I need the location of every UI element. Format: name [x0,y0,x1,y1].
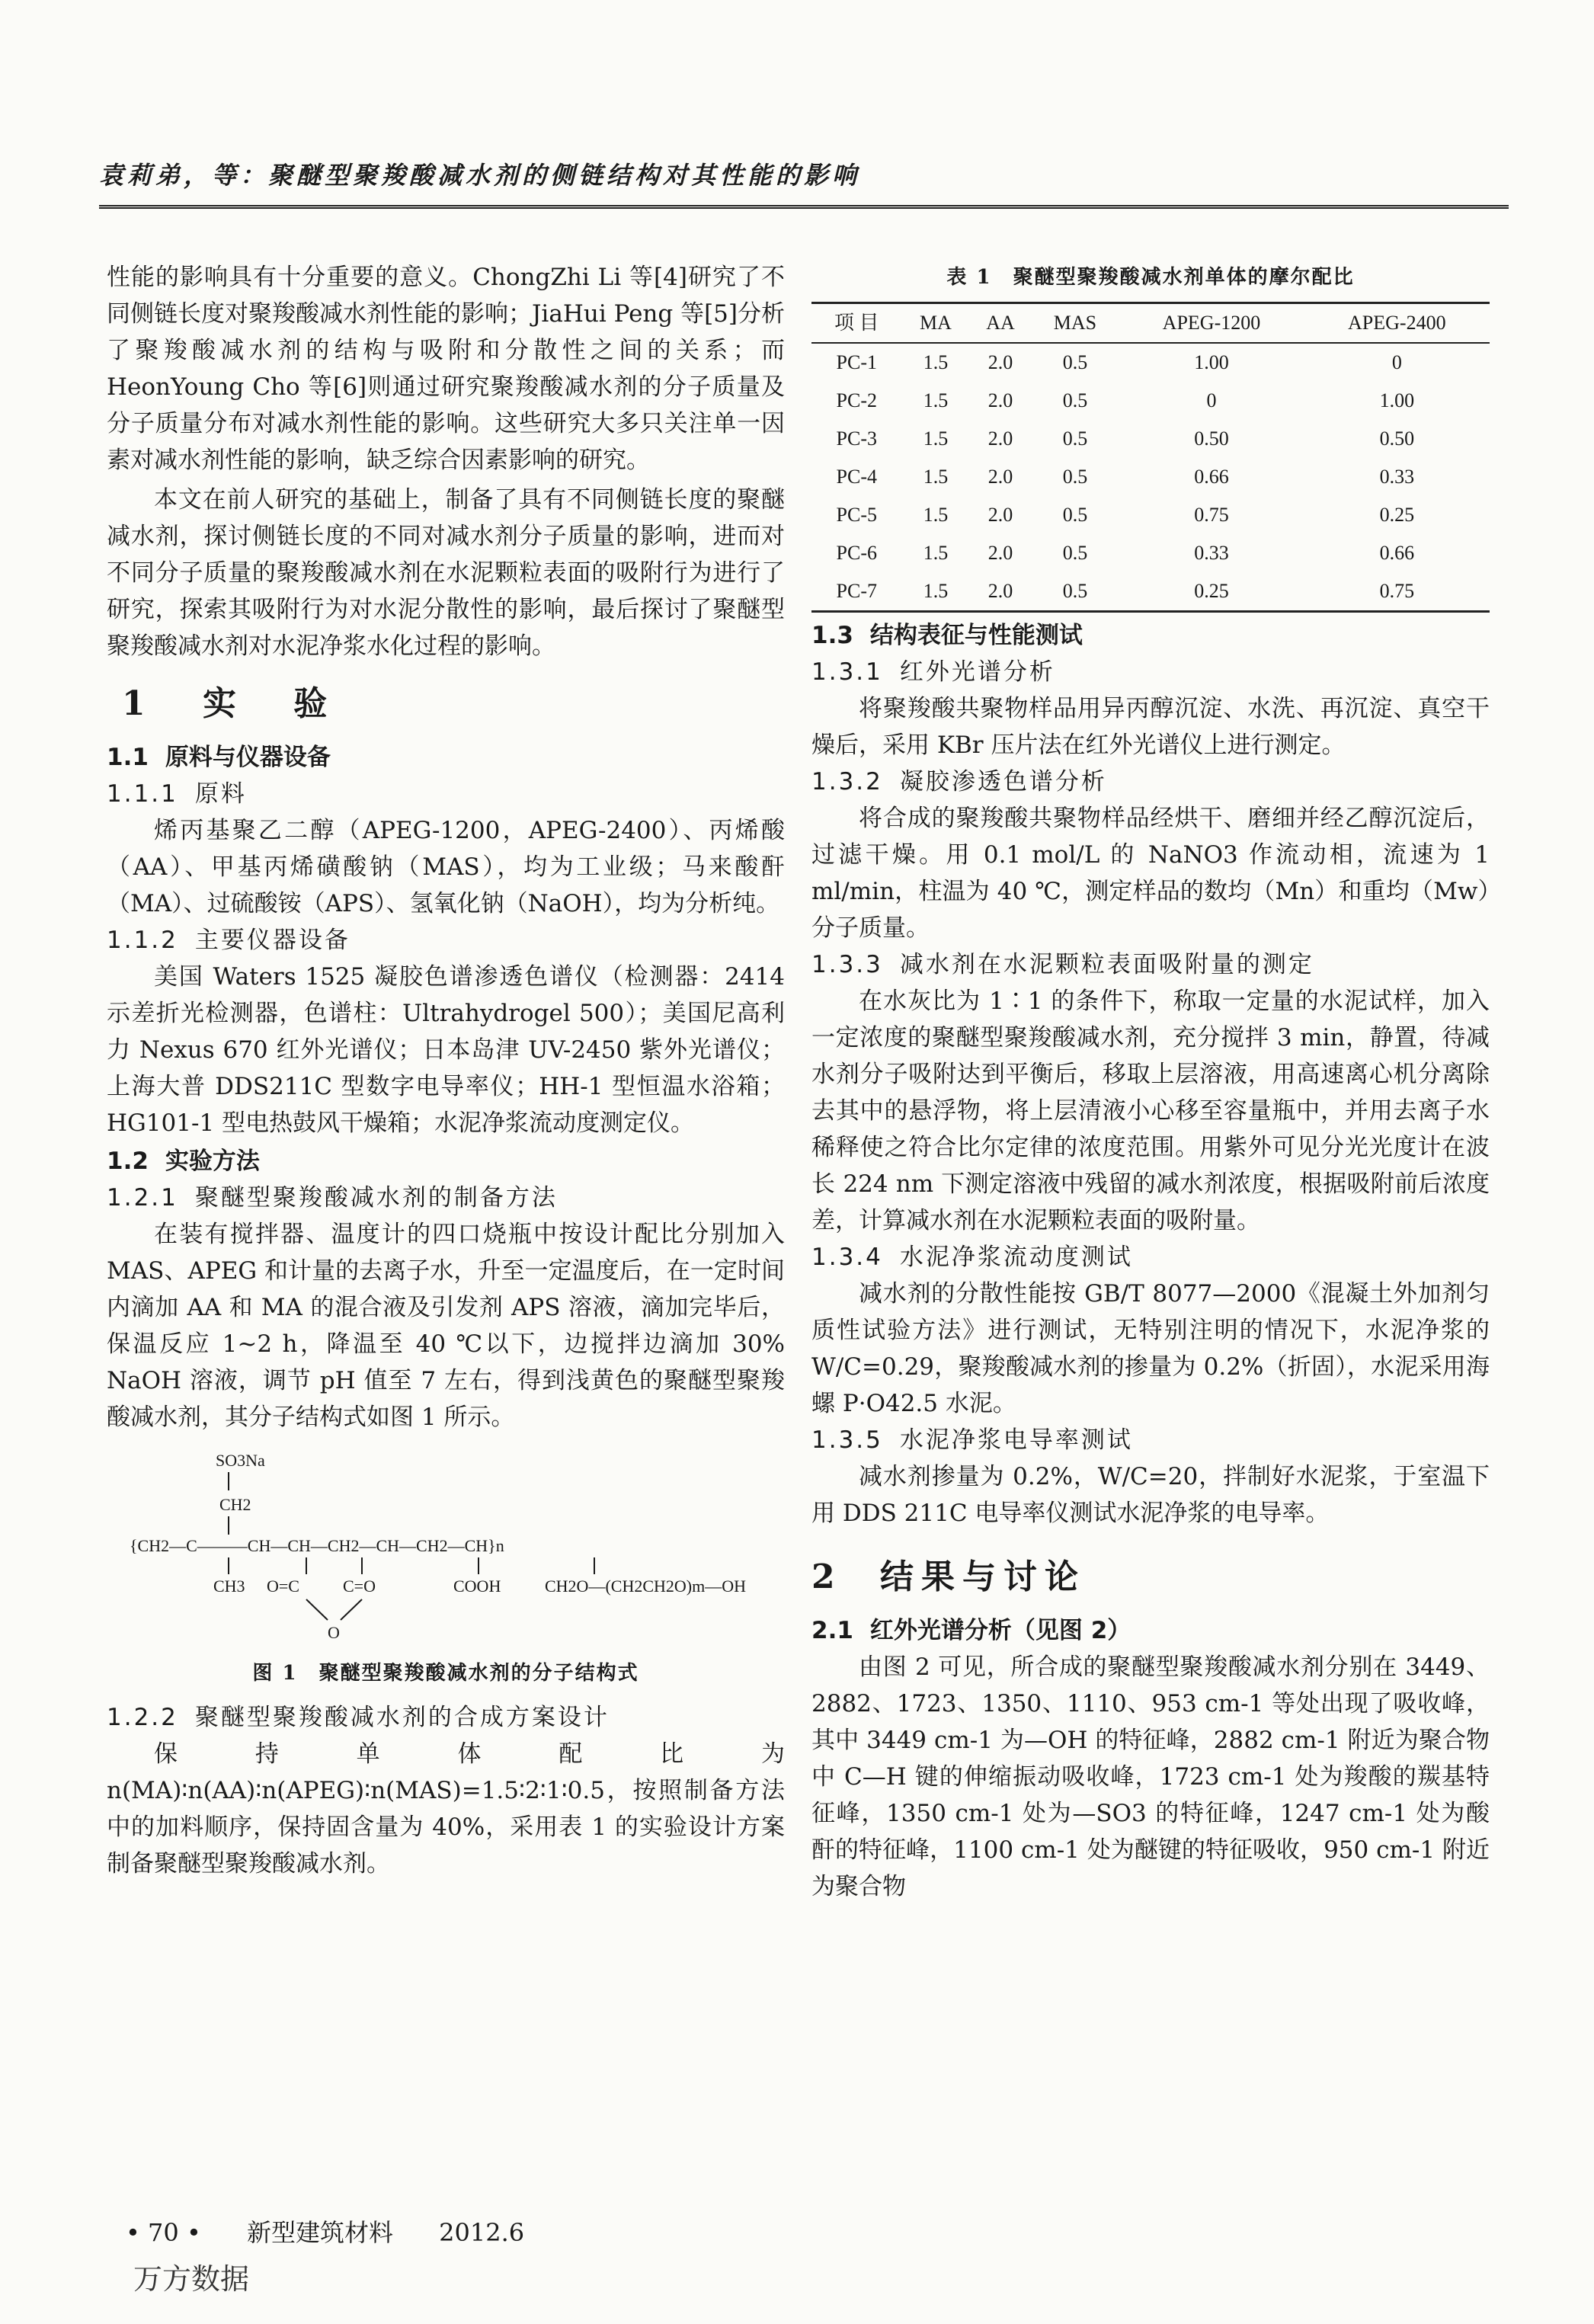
table-cell: 0.5 [1062,542,1088,564]
heading-title: 聚醚型聚羧酸减水剂的合成方案设计 [194,1704,610,1731]
heading-title: 水泥净浆电导率测试 [899,1426,1133,1454]
table-cell: 2.0 [987,542,1013,564]
heading-title: 凝胶渗透色谱分析 [899,768,1107,795]
table-cell: 0.66 [1379,542,1415,564]
heading-title: 原料 [194,780,247,808]
heading-2-1 [811,1612,1490,1649]
table-row [811,572,1490,612]
heading-number: 1.3.3 [811,951,883,978]
bond-line [341,1599,362,1620]
molecular-structure-figure [107,1443,785,1649]
heading-number: 1.3.2 [811,768,883,795]
table-cell: 1.5 [923,351,949,373]
table-cell: 0.5 [1062,351,1088,373]
heading-title: 红外光谱分析（见图 2） [869,1617,1131,1644]
watermark-text: 万方数据 [133,2262,250,2296]
heading-1-1-2 [107,922,785,959]
anhydride-left-label: O=C [267,1577,299,1596]
heading-1-2-2 [107,1699,785,1736]
heading-title: 聚醚型聚羧酸减水剂的制备方法 [194,1184,558,1212]
table-cell: 1.5 [923,427,949,450]
table-cell: 0.75 [1304,572,1490,612]
ch2-top-label: CH2 [219,1495,251,1514]
table-cell: 0.50 [1194,427,1229,450]
table-cell: 1.00 [1194,351,1229,373]
table-cell: 0.5 [1062,389,1088,411]
table-header-cell: MA [902,303,970,344]
heading-title: 实验方法 [165,1148,260,1175]
table-cell: 0.33 [1379,466,1415,488]
table-cell: 2.0 [987,389,1013,411]
paragraph-conductivity-method: 减水剂掺量为 0.2%，W/C=20，拌制好水泥浆，于室温下用 DDS 211C 电导率仪测试水泥净浆的电导率。 [811,1463,1490,1527]
so3na-label: SO3Na [216,1451,265,1470]
heading-1-3-2 [811,763,1490,800]
table-cell: 0.5 [1062,427,1088,450]
heading-1-3-4 [811,1239,1490,1276]
paragraph-synthesis-design: 保持单体配比为 n(MA)∶n(AA)∶n(APEG)∶n(MAS)=1.5∶2∶1∶0.5，按照制备方法中的加料顺序，保持固含量为 40%，采用表 1 的实验设计方案制备聚醚型聚羧酸减水剂。 [107,1740,785,1877]
heading-title: 水泥净浆流动度测试 [899,1244,1133,1271]
bridge-oxygen-label: O [328,1623,340,1642]
right-column [811,259,1490,1905]
running-head: 袁莉弟，等：聚醚型聚羧酸减水剂的侧链结构对其性能的影响 [99,156,1509,209]
heading-1-3-1 [811,654,1490,690]
heading-1-1-1 [107,776,785,812]
heading-1-1 [107,739,785,776]
issue-number: 2012.6 [439,2218,525,2247]
table-cell: 0.33 [1194,542,1229,564]
heading-number: 1.3.5 [811,1426,883,1454]
heading-number: 1.3 [811,622,853,649]
table-cell: 1.5 [923,466,949,488]
monomer-ratio-table [811,302,1490,613]
table-cell: 1.5 [923,504,949,526]
section-number: 2 [811,1557,843,1596]
heading-number: 1.3.1 [811,658,883,686]
table-cell: 0.5 [1032,572,1119,612]
ch3-label: CH3 [213,1577,245,1596]
table-cell: PC-3 [836,427,877,450]
journal-name: 新型建筑材料 [246,2218,393,2247]
heading-number: 1.2 [107,1148,149,1175]
table-header-cell: MAS [1032,303,1119,344]
heading-title: 原料与仪器设备 [165,744,331,771]
table-row [811,382,1490,420]
paragraph-gpc-method: 将合成的聚羧酸共聚物样品经烘干、磨细并经乙醇沉淀后，过滤干燥。用 0.1 mol/L 的 NaNO3 作流动相，流速为 1 ml/min，柱温为 40 ℃，测定样品的数均（Mn）和重均（Mw）分子质量。 [811,805,1490,942]
heading-number: 1.1.1 [107,780,178,808]
table-header-cell: APEG-2400 [1304,303,1490,344]
heading-1-3-3 [811,946,1490,983]
table-cell: 2.0 [987,504,1013,526]
table-row [811,534,1490,572]
heading-number: 1.2.1 [107,1184,178,1212]
paragraph-ir-results: 由图 2 可见，所合成的聚醚型聚羧酸减水剂分别在 3449、2882、1723、1350、1110、953 cm-1 等处出现了吸收峰，其中 3449 cm-1 为—OH 的特征峰，2882 cm-1 附近为聚合物中 C—H 键的伸缩振动吸收峰，1723 cm-1 处为羧酸的羰基特征峰，1350 cm-1 处为—SO3 的特征峰，1247 cm-1 处为酸酐的特征峰，1100 cm-1 处为醚键的特征吸收，950 cm-1 附近为聚合物 [811,1653,1490,1900]
anhydride-right-label: C=O [343,1577,376,1596]
table-cell: PC-5 [836,504,877,526]
table-cell: 2.0 [987,466,1013,488]
heading-1-2-1 [107,1180,785,1216]
table-row [811,343,1490,382]
heading-title: 主要仪器设备 [194,927,350,954]
table-header-cell: AA [969,303,1031,344]
table-cell: 1.5 [923,542,949,564]
table-cell: 0.75 [1194,504,1229,526]
table-header-cell: 项 目 [811,303,902,344]
backbone-label: {CH2—C———CH—CH—CH2—CH—CH2—CH}n [130,1536,504,1555]
heading-title: 减水剂在水泥颗粒表面吸附量的测定 [899,951,1314,978]
heading-number: 1.3.4 [811,1244,883,1271]
table-cell: 2.0 [969,572,1031,612]
heading-1-2 [107,1143,785,1180]
table-cell: PC-1 [836,351,877,373]
table-cell: 0 [1391,351,1402,373]
table-cell: 1.5 [902,572,970,612]
section-2-heading [811,1559,1490,1596]
section-number: 1 [122,684,168,723]
figure-1-caption: 图 1 聚醚型聚羧酸减水剂的分子结构式 [252,1662,639,1685]
table-row [811,420,1490,458]
table-cell: 0.25 [1379,504,1415,526]
paragraph-adsorption-method: 在水灰比为 1∶1 的条件下，称取一定量的水泥试样，加入一定浓度的聚醚型聚羧酸减水剂，充分搅拌 3 min，静置，待减水剂分子吸附达到平衡后，移取上层溶液，用高速离心机分离除去其中的悬浮物，将上层清液小心移至容量瓶中，并用去离子水稀释使之符合比尔定律的浓度范围。用紫外可见分光光度计在波长 224 nm 下测定溶液中残留的减水剂浓度，根据吸附前后浓度差，计算减水剂在水泥颗粒表面的吸附量。 [811,988,1490,1234]
table-cell: PC-7 [811,572,902,612]
heading-1-3-5 [811,1422,1490,1458]
table-cell: 0.66 [1194,466,1229,488]
heading-1-3 [811,617,1490,654]
table-cell: 0.25 [1119,572,1304,612]
paragraph-raw-materials: 烯丙基聚乙二醇（APEG-1200，APEG-2400）、丙烯酸（AA）、甲基丙烯磺酸钠（MAS），均为工业级；马来酸酐（MA）、过硫酸铵（APS）、氢氧化钠（NaOH），均为分析纯。 [107,817,785,917]
left-column [107,259,785,1882]
table-row [811,496,1490,534]
table-1-caption: 表 1 聚醚型聚羧酸减水剂单体的摩尔配比 [946,266,1355,289]
heading-number: 2.1 [811,1617,853,1644]
table-row [811,458,1490,496]
paragraph-fluidity-method: 减水剂的分散性能按 GB/T 8077—2000《混凝土外加剂匀质性试验方法》进行测试，无特别注明的情况下，水泥净浆的 W/C=0.29，聚羧酸减水剂的掺量为 0.2%（折固），水泥采用海螺 P·O42.5 水泥。 [811,1280,1490,1417]
table-header-cell: APEG-1200 [1119,303,1304,344]
heading-number: 1.1.2 [107,927,178,954]
heading-title: 结构表征与性能测试 [869,622,1083,649]
table-cell: PC-4 [836,466,877,488]
table-cell: 0.5 [1062,466,1088,488]
page-footer [126,2214,562,2249]
heading-title: 红外光谱分析 [899,658,1055,686]
section-title: 实 验 [202,684,350,723]
cooh-label: COOH [453,1577,501,1596]
intro-paragraph-2: 本文在前人研究的基础上，制备了具有不同侧链长度的聚醚减水剂，探讨侧链长度的不同对减水剂分子质量的影响，进而对不同分子质量的聚羧酸减水剂在水泥颗粒表面的吸附行为进行了研究，探索其吸附行为对水泥分散性的影响，最后探讨了聚醚型聚羧酸减水剂对水泥净浆水化过程的影响。 [107,486,785,660]
side-chain-label: CH2O—(CH2CH2O)m—OH [545,1577,746,1596]
section-title: 结果与讨论 [879,1557,1086,1596]
table-cell: PC-2 [836,389,877,411]
table-cell: 0 [1206,389,1217,411]
page-number: • 70 • [126,2218,201,2247]
paragraph-ir-method: 将聚羧酸共聚物样品用异丙醇沉淀、水洗、再沉淀、真空干燥后，采用 KBr 压片法在红外光谱仪上进行测定。 [811,695,1490,759]
heading-number: 1.1 [107,744,149,771]
molecular-structure-diagram [107,1443,785,1649]
table-cell: 0.50 [1379,427,1415,450]
table-cell: PC-6 [836,542,877,564]
table-cell: 2.0 [987,351,1013,373]
table-cell: 1.00 [1379,389,1415,411]
table-cell: 1.5 [923,389,949,411]
table-cell: 0.5 [1062,504,1088,526]
table-header-row [811,303,1490,344]
heading-number: 1.2.2 [107,1704,178,1731]
bond-line [306,1599,328,1620]
table-cell: 2.0 [987,427,1013,450]
paragraph-preparation: 在装有搅拌器、温度计的四口烧瓶中按设计配比分别加入 MAS、APEG 和计量的去离子水，升至一定温度后，在一定时间内滴加 AA 和 MA 的混合液及引发剂 APS 溶液，滴加完毕后，保温反应 1~2 h，降温至 40 ℃以下，边搅拌边滴加 30% NaOH 溶液，调节 pH 值至 7 左右，得到浅黄色的聚醚型聚羧酸减水剂，其分子结构式如图 1 所示。 [107,1221,785,1431]
section-1-heading [122,686,785,722]
intro-paragraph-1: 性能的影响具有十分重要的意义。ChongZhi Li 等[4]研究了不同侧链长度对聚羧酸减水剂性能的影响；JiaHui Peng 等[5]分析了聚羧酸减水剂的结构与吸附和分散性之间的关系；而HeonYoung Cho 等[6]则通过研究聚羧酸减水剂的分子质量及分子质量分布对减水剂性能的影响。这些研究大多只关注单一因素对减水剂性能的影响，缺乏综合因素影响的研究。 [107,264,785,474]
paragraph-instruments: 美国 Waters 1525 凝胶色谱渗透色谱仪（检测器：2414 示差折光检测器，色谱柱：Ultrahydrogel 500）；美国尼高利力 Nexus 670 红外光谱仪；日本岛津 UV-2450 紫外光谱仪；上海大普 DDS211C 型数字电导率仪；HH-1 型恒温水浴箱；HG101-1 型电热鼓风干燥箱；水泥净浆流动度测定仪。 [107,963,785,1137]
